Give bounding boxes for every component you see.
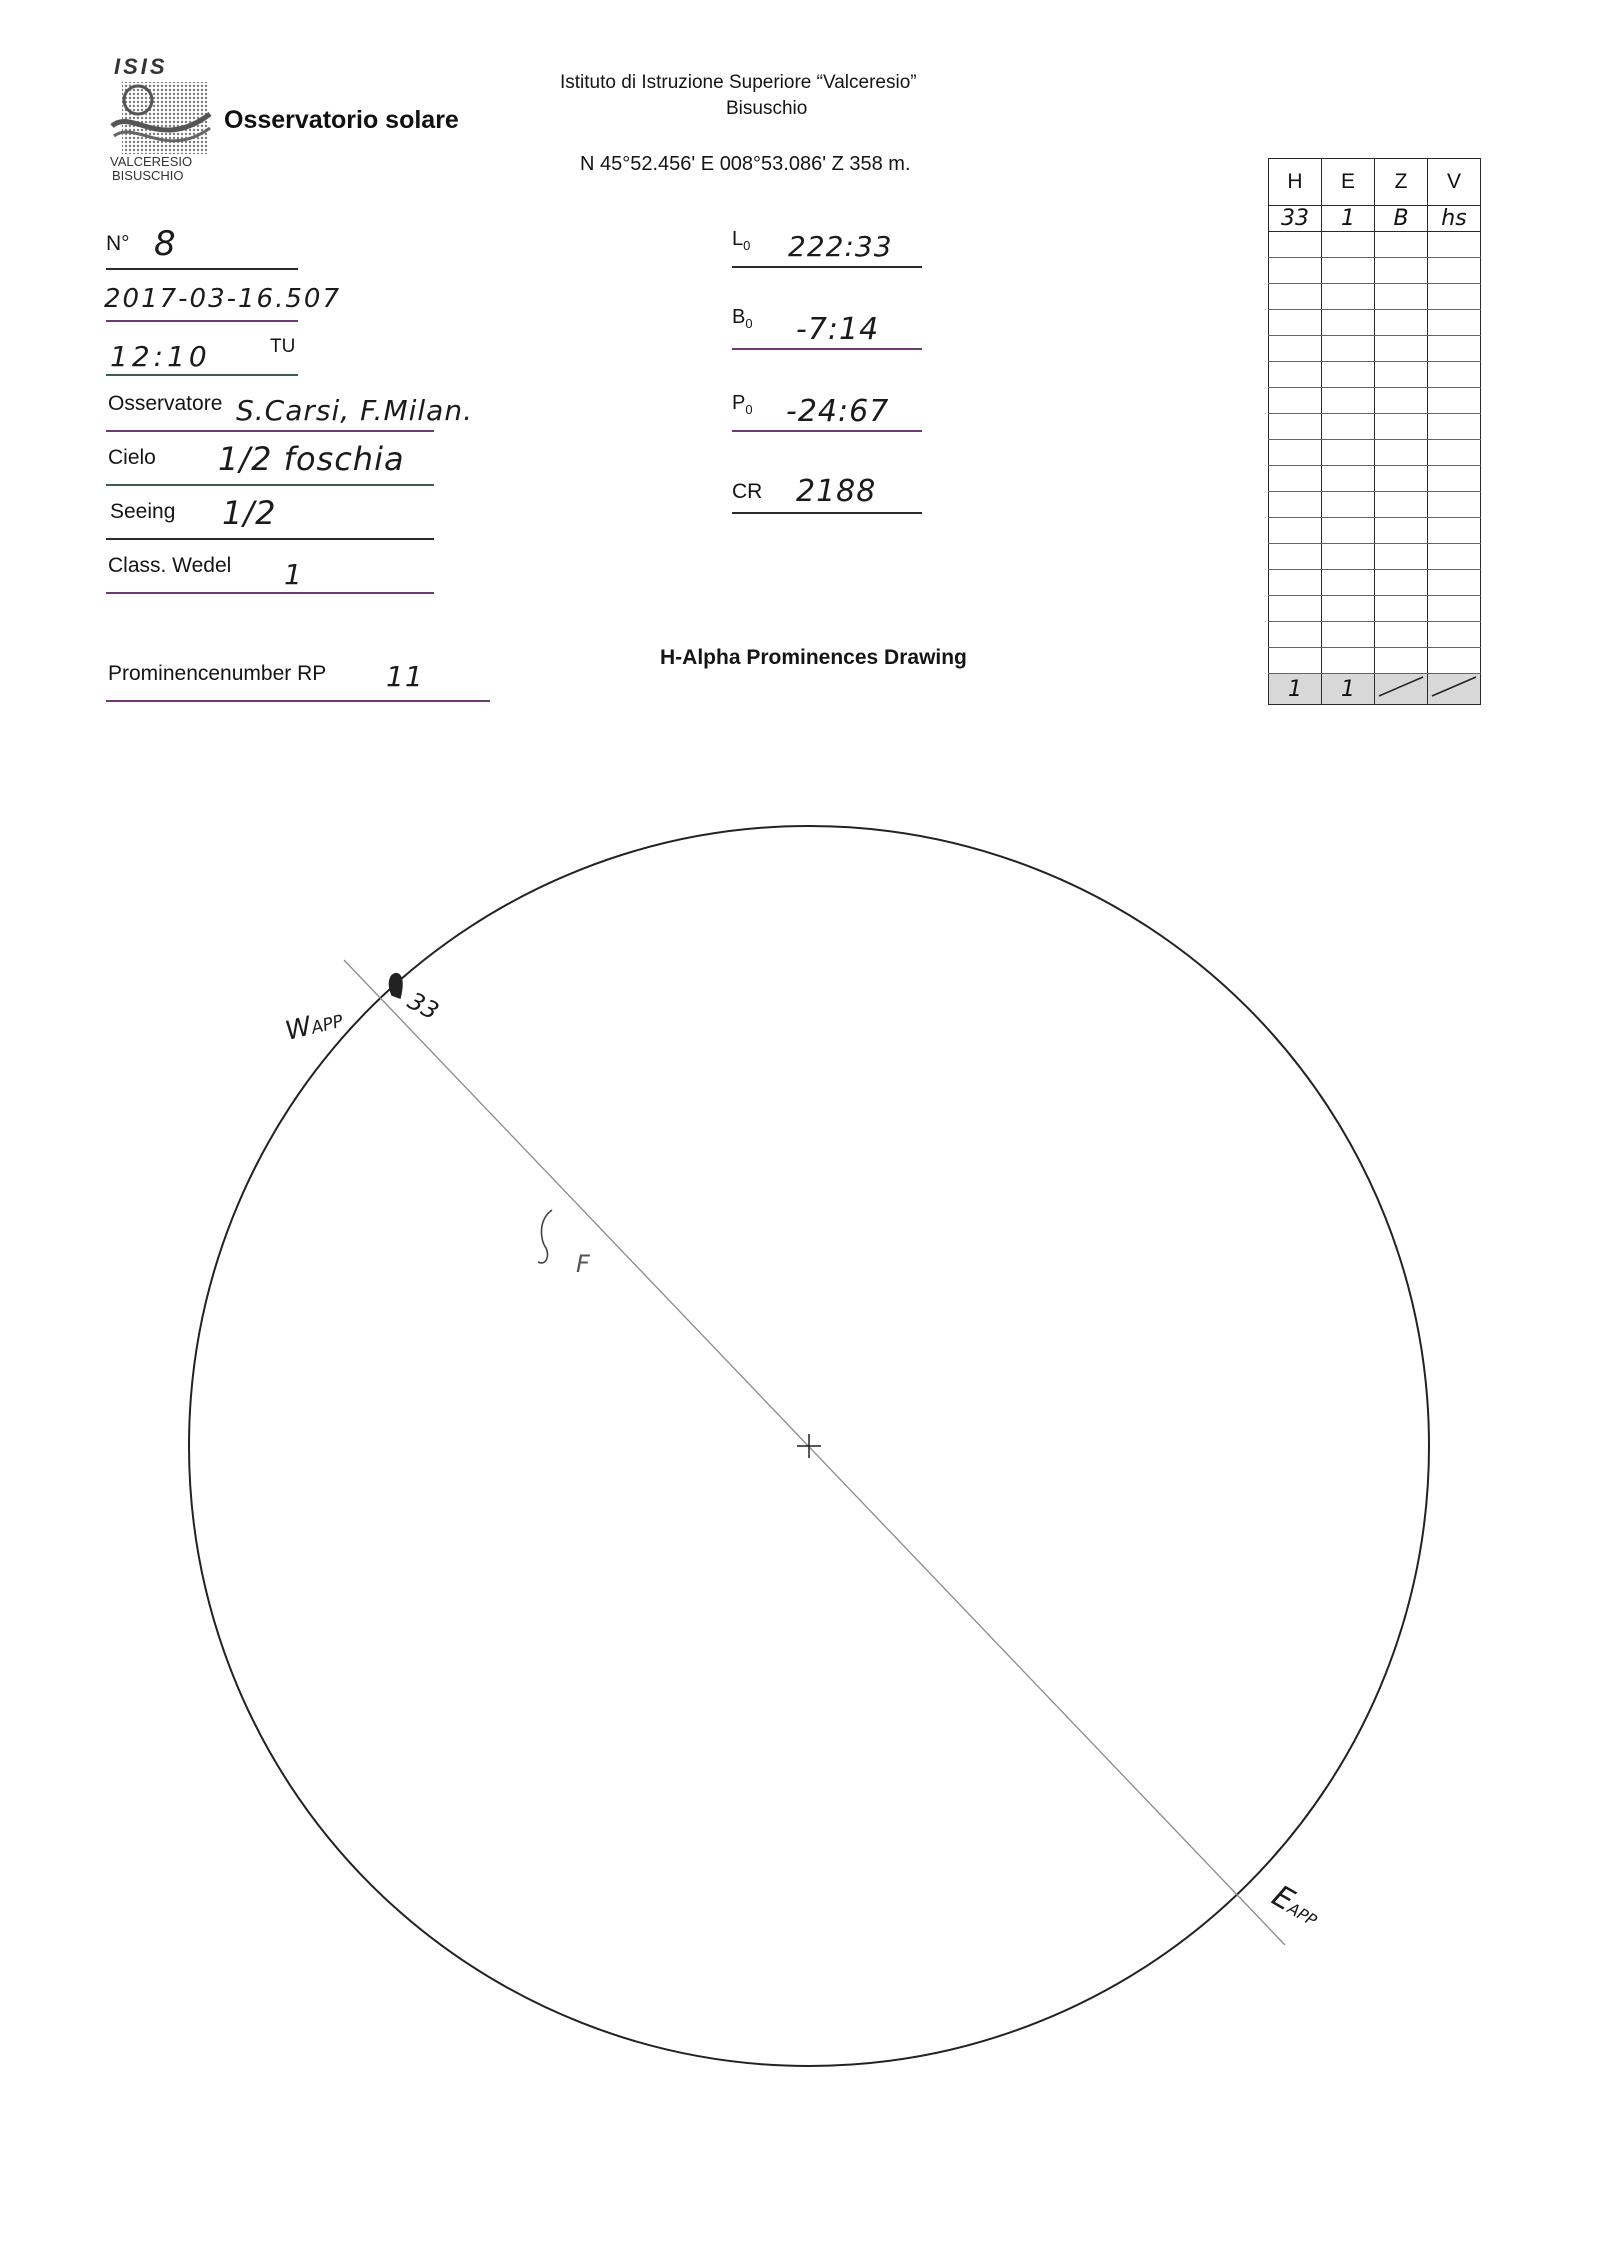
- carrington-label: CR: [732, 480, 763, 503]
- b0-value: -7:14: [796, 312, 880, 347]
- seeing-value: 1/2: [222, 494, 277, 532]
- observatory-title: Osservatorio solare: [224, 106, 459, 134]
- wedel-value: 1: [284, 558, 303, 591]
- logo-isis-text: ISIS: [114, 54, 168, 79]
- east-app-label: EAPP: [1266, 1878, 1321, 1931]
- time-value: 12:10: [110, 340, 211, 373]
- logo-caption-bisuschio: BISUSCHIO: [112, 168, 184, 183]
- prominence-33-label: 33: [403, 986, 444, 1026]
- drawing-title: H-Alpha Prominences Drawing: [660, 646, 967, 669]
- number-value: 8: [154, 224, 177, 264]
- institute-town: Bisuschio: [726, 98, 808, 119]
- observer-label: Osservatore: [108, 392, 223, 415]
- logo-caption-valceresio: VALCERESIO: [110, 154, 193, 169]
- p0-value: -24:67: [786, 394, 890, 429]
- column-header-v: V: [1428, 159, 1481, 206]
- l0-label: $L_0$: [732, 228, 751, 253]
- p0-label: $P_0$: [732, 392, 753, 417]
- observer-value: S.Carsi, F.Milan.: [236, 394, 473, 427]
- cell-e: 1: [1322, 206, 1375, 232]
- carrington-value: 2188: [796, 474, 877, 509]
- time-unit: TU: [270, 336, 296, 357]
- total-e: 1: [1322, 674, 1375, 705]
- prominence-count-value: 11: [386, 660, 424, 693]
- date-value: 2017-03-16.507: [104, 284, 341, 314]
- institute-name: Istituto di Istruzione Superiore “Valceresio”: [560, 72, 917, 93]
- column-header-z: Z: [1375, 159, 1428, 206]
- prominence-count-label: Prominencenumber RP: [108, 662, 327, 685]
- seeing-label: Seeing: [110, 500, 176, 523]
- column-header-h: H: [1269, 159, 1322, 206]
- l0-value: 222:33: [788, 230, 893, 263]
- cell-h: 33: [1269, 206, 1322, 232]
- wedel-label: Class. Wedel: [108, 554, 232, 577]
- number-label: N°: [106, 232, 130, 255]
- cell-v: hs: [1428, 206, 1481, 232]
- rotation-axis-line: [344, 960, 1285, 1945]
- note-f-label: F: [576, 1250, 590, 1278]
- sky-value: 1/2 foschia: [218, 440, 405, 478]
- cell-z: B: [1375, 206, 1428, 232]
- west-app-label: WAPP: [282, 1011, 346, 1047]
- sky-label: Cielo: [108, 446, 156, 469]
- observatory-coordinates: N 45°52.456' E 008°53.086' Z 358 m.: [580, 153, 911, 175]
- column-header-e: E: [1322, 159, 1375, 206]
- prominence-mark: [390, 974, 402, 998]
- total-h: 1: [1269, 674, 1322, 705]
- note-s-stroke: [538, 1210, 552, 1263]
- b0-label: $B_0$: [732, 306, 753, 331]
